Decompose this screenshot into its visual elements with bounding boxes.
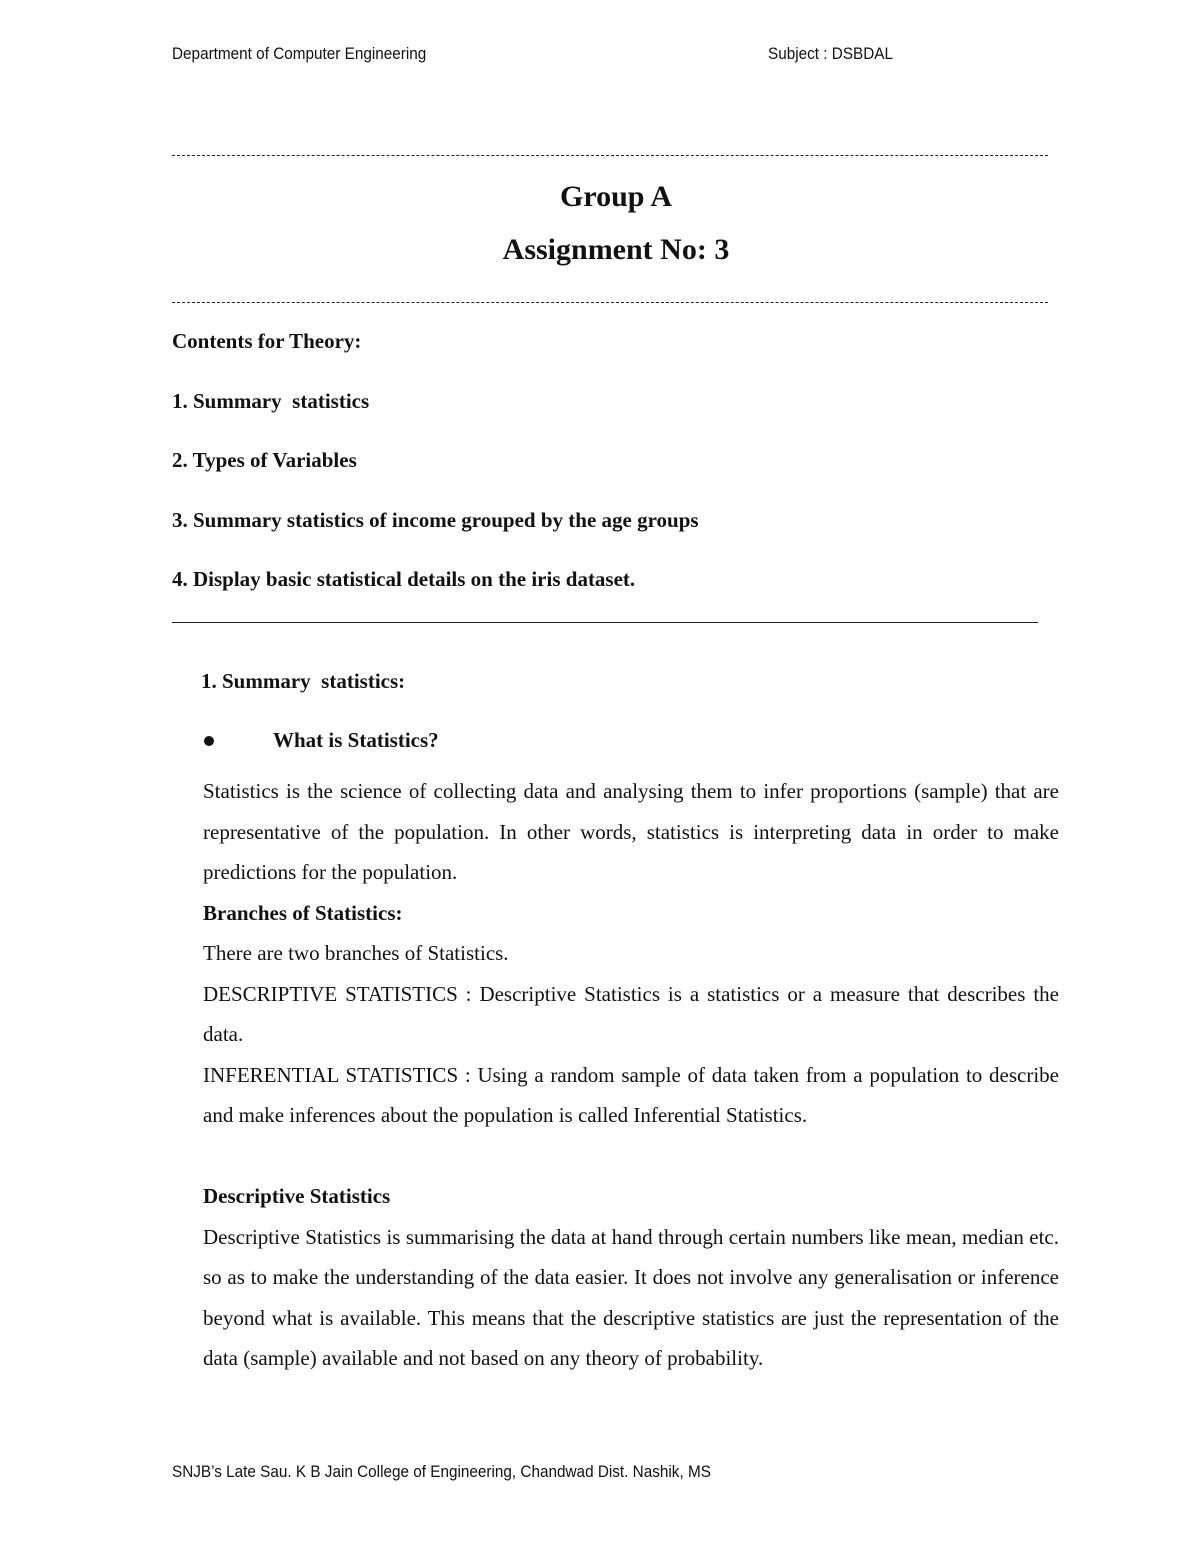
- contents-heading: Contents for Theory:: [172, 329, 362, 353]
- bullet-icon: [204, 736, 214, 746]
- descriptive-heading: Descriptive Statistics: [203, 1184, 391, 1208]
- header-subject: Subject : DSBDAL: [768, 44, 894, 63]
- footer-college: SNJB’s Late Sau. K B Jain College of Engineering, Chandwad Dist. Nashik, MS: [172, 1462, 711, 1481]
- contents-item: 1. Summary statistics: [172, 389, 370, 413]
- assignment-title: Assignment No: 3: [502, 233, 730, 266]
- contents-item: 4. Display basic statistical details on the iris dataset.: [172, 567, 636, 591]
- contents-item: 3. Summary statistics of income grouped by the age groups: [172, 508, 699, 532]
- section-body: [203, 771, 1059, 1379]
- branches-heading: Branches of Statistics:: [203, 900, 403, 925]
- header-department: Department of Computer Engineering: [172, 44, 427, 63]
- group-title: Group A: [560, 180, 672, 213]
- statistics-intro-paragraph: Statistics is the science of collecting data and analysing them to infer proportions (sample) that are representative of the population. In other words, statistics is interpreting data in order to make predictions for the population.: [203, 779, 1059, 884]
- dashed-divider-top: [172, 155, 1048, 156]
- contents-item: 2. Types of Variables: [172, 448, 357, 472]
- descriptive-definition: DESCRIPTIVE STATISTICS : Descriptive Statistics is a statistics or a measure that describes the data.: [203, 981, 1059, 1046]
- bullet-heading: What is Statistics?: [273, 728, 439, 752]
- descriptive-paragraph: Descriptive Statistics is summarising the data at hand through certain numbers like mean, median etc. so as to make the understanding of the data easier. It does not involve any generalisation or inference beyond what is available. This means that the descriptive statistics are just the representation of the data (sample) available and not based on any theory of probability.: [203, 1224, 1059, 1370]
- section-heading: 1. Summary statistics:: [201, 669, 406, 693]
- dashed-divider-bottom: [172, 302, 1048, 303]
- paragraph-spacer: [203, 1136, 1059, 1177]
- branches-intro: There are two branches of Statistics.: [203, 941, 509, 965]
- solid-divider: [172, 622, 1038, 623]
- inferential-definition: INFERENTIAL STATISTICS : Using a random sample of data taken from a population to describe and make inferences about the population is called Inferential Statistics.: [203, 1062, 1059, 1127]
